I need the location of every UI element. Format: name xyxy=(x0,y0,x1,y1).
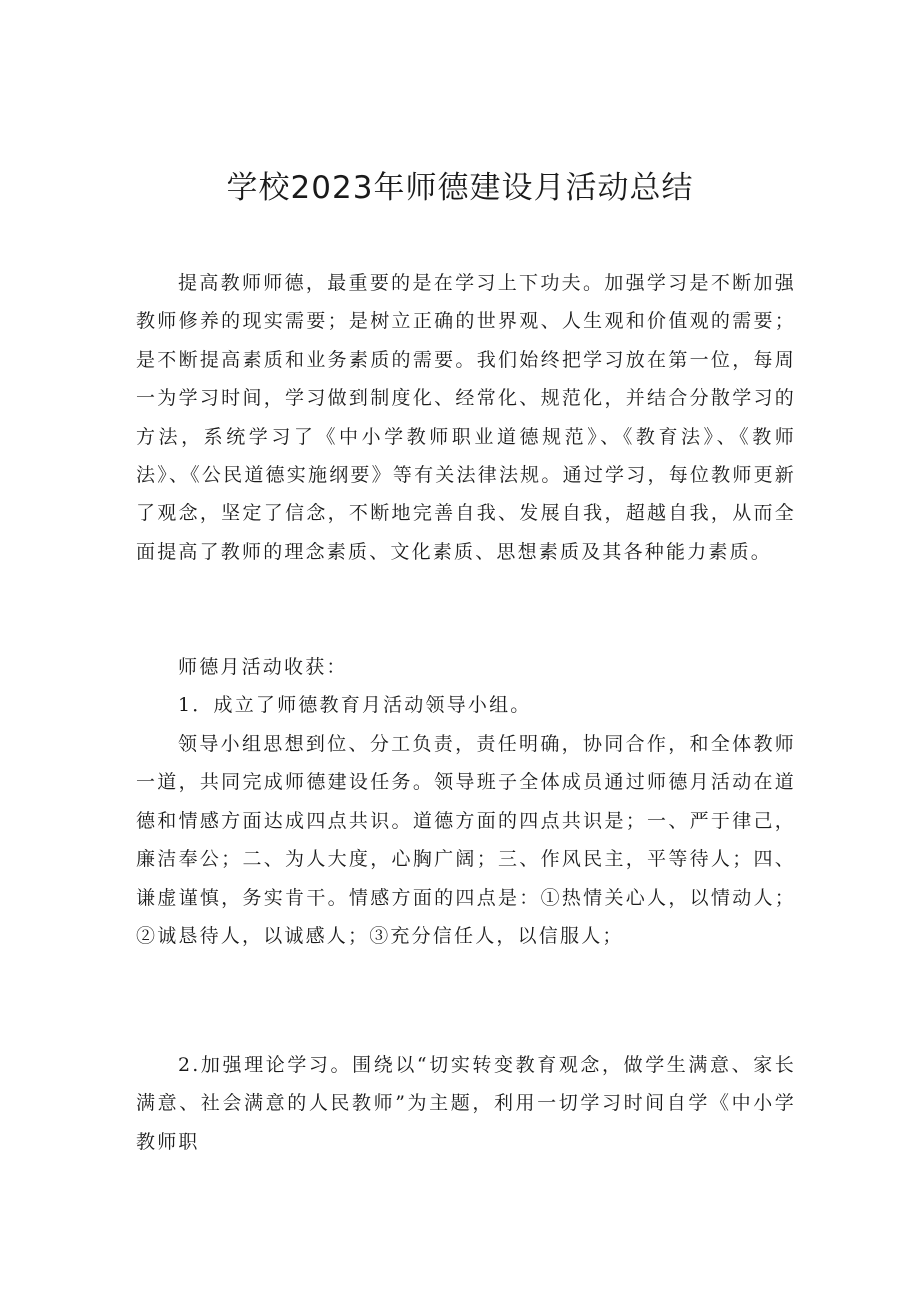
document-title: 学校2023年师德建设月活动总结 xyxy=(226,170,694,206)
paragraph-item-1: 1．成立了师德教育月活动领导小组。 xyxy=(178,694,532,716)
paragraph-leadership: 领导小组思想到位、分工负责，责任明确，协同合作，和全体教师一道，共同完成师德建设任务。领导班子全体成员通过师德月活动在道德和情感方面达成四点共识。道德方面的四点共识是；一、严于律己，廉洁奉公；二、为人大度，心胸广阔；三、作风民主，平等待人；四、谦虚谨慎，务实肯干。情感方面的四点是：①热情关心人，以情动人；②诚恳待人，以诚感人；③充分信任人，以信服人； xyxy=(136,733,796,948)
paragraph-study: 提高教师师德，最重要的是在学习上下功夫。加强学习是不断加强教师修养的现实需要；是树立正确的世界观、人生观和价值观的需要；是不断提高素质和业务素质的需要。我们始终把学习放在第一位，每周一为学习时间，学习做到制度化、经常化、规范化，并结合分散学习的方法，系统学习了《中小学教师职业道德规范》、《教育法》、《教师法》、《公民道德实施纲要》等有关法律法规。通过学习，每位教师更新了观念，坚定了信念，不断地完善自我、发展自我，超越自我，从而全面提高了教师的理念素质、文化素质、思想素质及其各种能力素质。 xyxy=(136,272,796,563)
paragraph-item-2: 2.加强理论学习。围绕以“切实转变教育观念，做学生满意、家长满意、社会满意的人民教师”为主题，利用一切学习时间自学《中小学教师职 xyxy=(136,1054,796,1153)
paragraph-harvest-heading: 师德月活动收获： xyxy=(178,656,348,678)
